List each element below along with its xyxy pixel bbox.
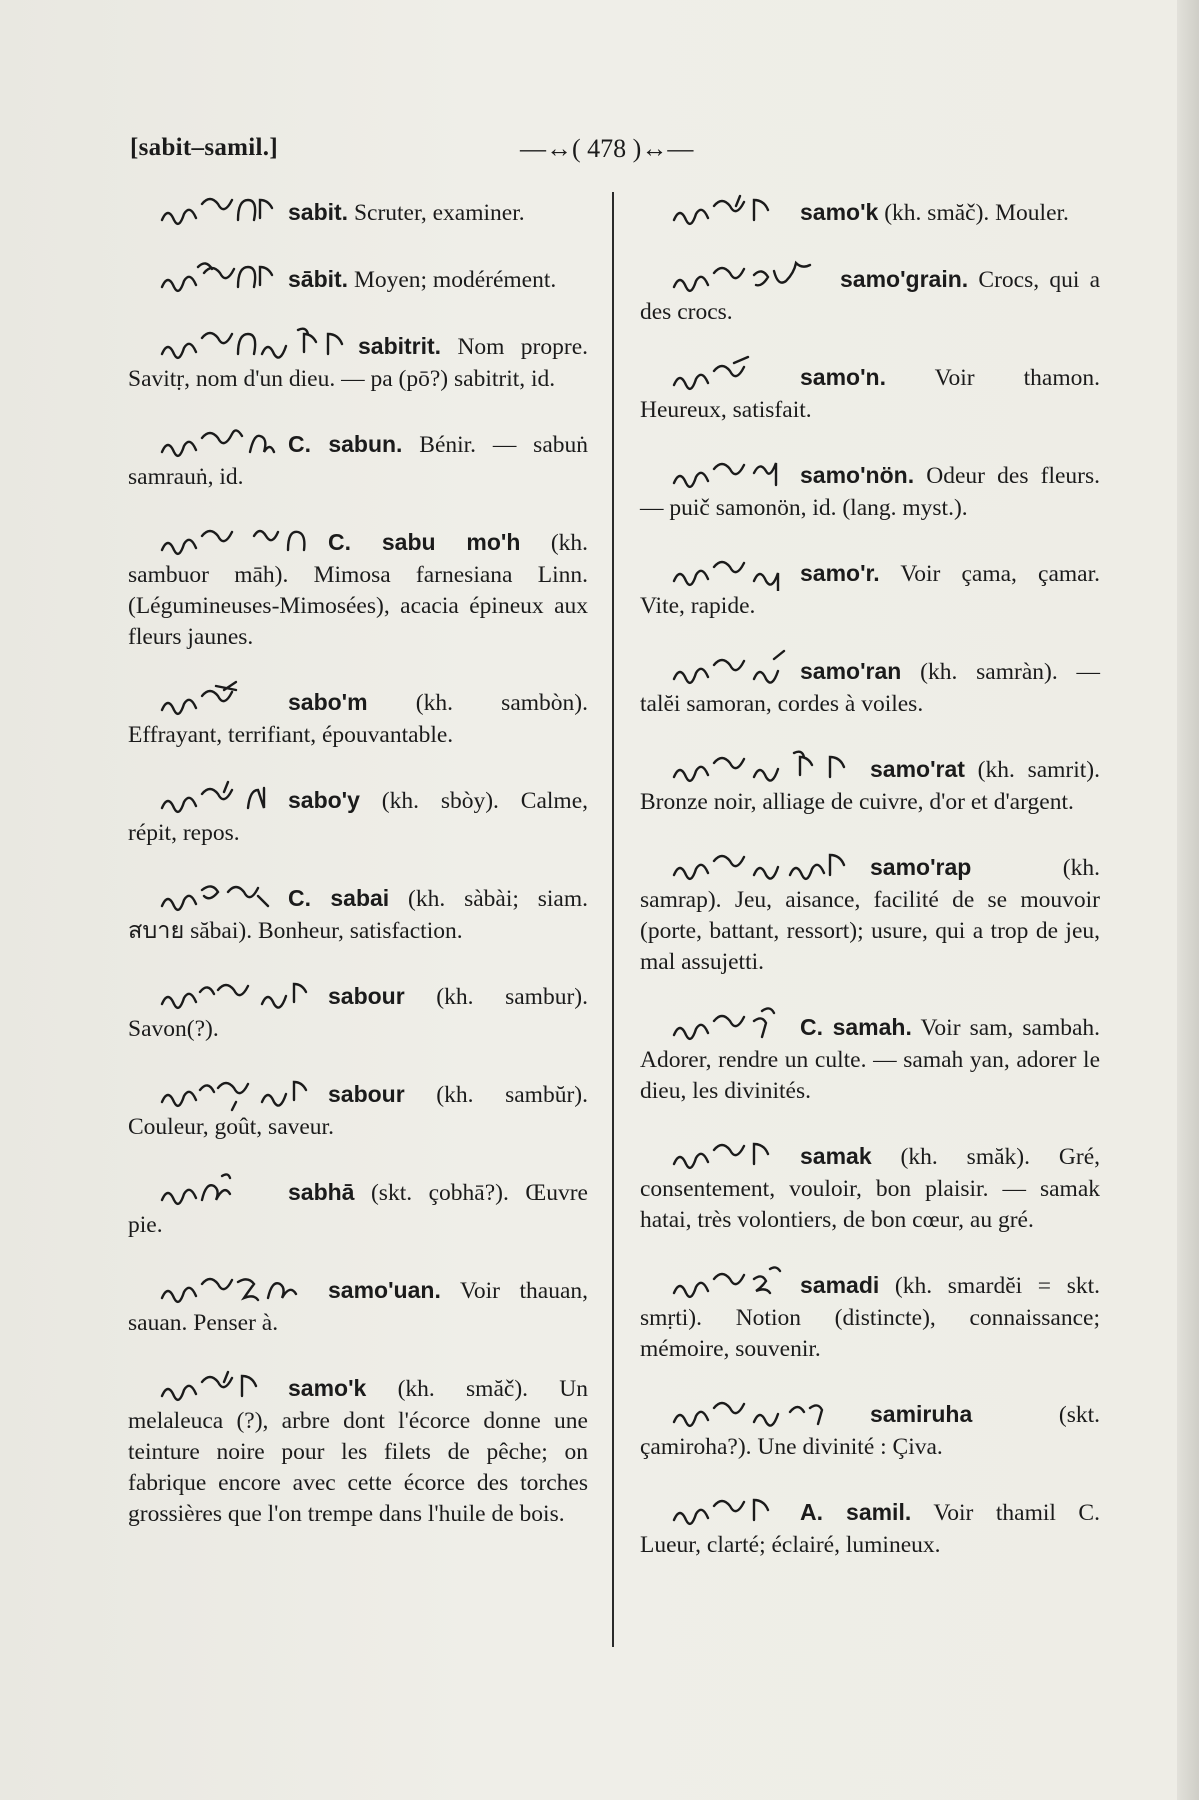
entry-headword: sabo'y [288,787,360,813]
entry [640,1392,1100,1463]
entry-headword: samo'grain. [840,266,969,292]
cham-script-glyph [158,422,278,462]
cham-script-glyph [158,1268,318,1308]
entry-definition: (kh. smăč). Un melaleuca (?), arbre dont l'écorce donne une teinture noire pour les filets de pêche; on fabrique encore avec cette écorce des torches grossières que l'on trempe dans l'huile de bois. [128,1376,588,1527]
entry-headword: A. samil. [800,1499,912,1525]
page-edge [1177,0,1199,1800]
cham-script-glyph [670,551,790,591]
entry-headword: samo'n. [800,364,886,390]
cham-script-glyph [158,1366,278,1406]
entry-definition: Scruter, examiner. [353,200,525,226]
entry-headword: sabo'm [288,689,368,715]
entry [128,974,588,1045]
entry-definition: (kh. sambòn). Effrayant, terrifiant, épouvantable. [128,690,588,748]
entry-definition: (kh. samràn). — talĕi samoran, cordes à voiles. [640,659,1100,717]
entry-definition: (skt. çobhā?). Œuvre pie. [128,1180,588,1238]
entry-headword: C. sabai [288,885,390,911]
column-divider [612,192,614,1647]
entry-definition: Voir sam, sambah. Adorer, rendre un culte. — samah yan, adorer le dieu, les divinités. [640,1015,1101,1104]
entry-headword: sabhā [288,1179,355,1205]
cham-script-glyph [158,190,278,230]
entry-headword: samo'uan. [328,1277,441,1303]
entry [640,845,1100,978]
entry [640,257,1100,328]
entry-headword: samo'k [800,199,879,225]
page-header [130,134,1110,174]
entry-headword: samo'k [288,1375,367,1401]
entry [128,1072,588,1143]
entry-headword: samak [800,1143,872,1169]
entry-headword: C. samah. [800,1014,912,1040]
cham-script-glyph [670,649,790,689]
entry-definition: (kh. sambuor māh). Mimosa farnesiana Linn. (Légumineuses-Mimosées), acacia épineux aux fleurs jaunes. [128,530,589,650]
entry-definition: Voir thamil C. Lueur, clarté; éclairé, lumineux. [640,1500,1100,1558]
entry [640,453,1100,524]
entry-headword: samo'ran [800,658,902,684]
entry [128,422,588,493]
cham-script-glyph [158,324,348,364]
entry-definition: (kh. sàbài; siam. สบาย săbai). Bonheur, satisfaction. [128,886,588,944]
entry-headword: sabour [328,1081,405,1107]
cham-script-glyph [158,1170,278,1210]
entry [640,1490,1100,1561]
entry-headword: sabour [328,983,405,1009]
entry-headword: C. sabu mo'h [328,529,521,555]
entry [640,1134,1100,1236]
cham-script-glyph [670,1263,790,1303]
entry-definition: Voir çama, çamar. Vite, rapide. [640,561,1100,619]
entry-headword: sābit. [288,266,349,292]
entry [640,190,1100,230]
entry-headword: sabit. [288,199,349,225]
entry-headword: samo'r. [800,560,880,586]
running-head: [sabit–samil.] [130,134,278,161]
cham-script-glyph [670,747,860,787]
entry-definition: (kh. samrap). Jeu, aisance, facilité de se mouvoir (porte, battant, ressort); usure, qui a trop de jeu, mal assujetti. [640,855,1100,975]
entry-headword: samadi [800,1272,880,1298]
right-column [640,190,1100,1588]
entry [640,1005,1100,1107]
cham-script-glyph [670,1490,790,1530]
cham-script-glyph [670,1392,860,1432]
entry [128,778,588,849]
entry-definition: (kh. sbòy). Calme, répit, repos. [128,788,588,846]
cham-script-glyph [158,876,278,916]
entry [640,649,1100,720]
cham-script-glyph [670,257,830,297]
entry-definition: (kh. smăč). Mouler. [884,200,1069,226]
cham-script-glyph [670,190,790,230]
entry [128,190,588,230]
entry [640,747,1100,818]
entry-headword: samiruha [870,1401,973,1427]
entry [128,324,588,395]
page-number: —↔( 478 )↔— [520,134,694,163]
cham-script-glyph [670,845,860,885]
entry [128,520,588,653]
entry-headword: sabitrit. [358,333,442,359]
entry-definition: Odeur des fleurs. — puič samonön, id. (lang. myst.). [640,463,1100,521]
entry-headword: C. sabun. [288,431,403,457]
entry [128,1366,588,1530]
entry-headword: samo'nön. [800,462,915,488]
entry [128,1268,588,1339]
entry [128,876,588,947]
entry-definition: (skt. çamiroha?). Une divinité : Çiva. [640,1402,1100,1460]
entry-definition: (kh. samrit). Bronze noir, alliage de cuivre, d'or et d'argent. [640,757,1101,815]
entry-definition: (kh. smăk). Gré, consentement, vouloir, bon plaisir. — samak hatai, très volontiers, de bon cœur, au gré. [640,1144,1100,1233]
entry [128,680,588,751]
cham-script-glyph [158,1072,318,1112]
cham-script-glyph [158,974,318,1014]
entry-definition: Nom propre. Savitṛ, nom d'un dieu. — pa (pō?) sabitrit, id. [128,334,588,392]
cham-script-glyph [670,355,790,395]
entry-definition: Voir thamon. Heureux, satisfait. [640,365,1100,423]
cham-script-glyph [158,680,278,720]
cham-script-glyph [158,520,318,560]
cham-script-glyph [158,257,278,297]
entry-definition: (kh. sambŭr). Couleur, goût, saveur. [128,1082,588,1140]
entry-definition: (kh. sambur). Savon(?). [128,984,588,1042]
entry [640,551,1100,622]
left-column [128,190,588,1557]
cham-script-glyph [158,778,278,818]
entry-definition: Crocs, qui a des crocs. [640,267,1100,325]
cham-script-glyph [670,1134,790,1174]
entry-definition: Moyen; modérément. [353,267,557,293]
entry-definition: Voir thauan, sauan. Penser à. [128,1278,589,1336]
entry [640,355,1100,426]
entry [128,1170,588,1241]
entry [128,257,588,297]
entry-headword: samo'rat [870,756,965,782]
cham-script-glyph [670,453,790,493]
entry-headword: samo'rap [870,854,972,880]
entry [640,1263,1100,1365]
entry-definition: (kh. smardĕi = skt. smṛti). Notion (distincte), connaissance; mémoire, souvenir. [640,1273,1100,1362]
cham-script-glyph [670,1005,790,1045]
entry-definition: Bénir. — sabuṅ samrauṅ, id. [128,432,588,490]
